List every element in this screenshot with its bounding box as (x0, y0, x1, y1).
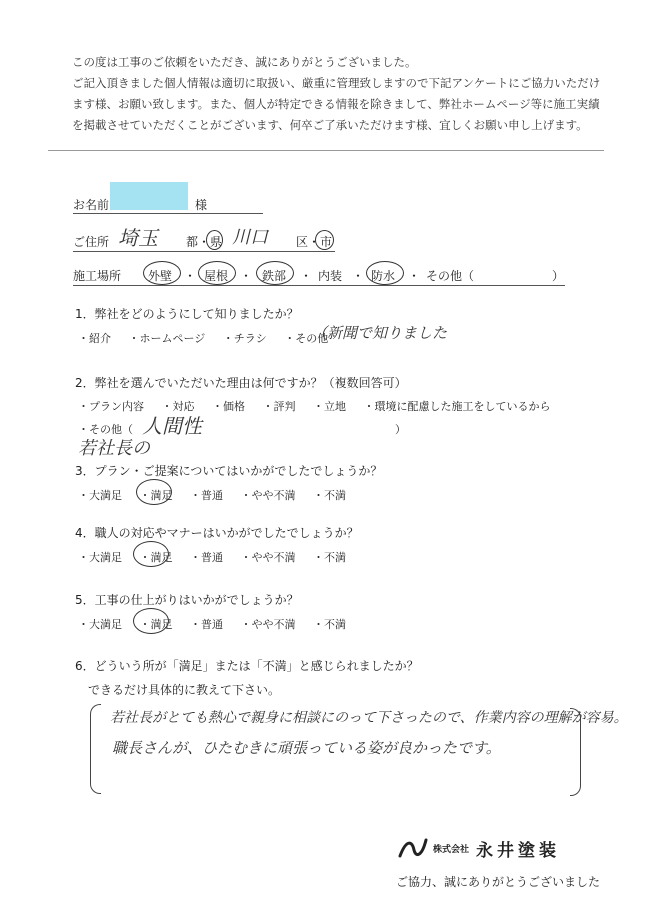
q4-option: ・普通 (190, 551, 223, 564)
intro-line: ます様、お願い致します。また、個人が特定できる情報を除きまして、弊社ホームページ等に施工実績 (72, 97, 600, 111)
company-name: 永井塗装 (476, 841, 560, 861)
q3-options (78, 487, 360, 503)
q2-handwritten-answer-2: 若社長の (78, 438, 150, 459)
location-option-waterproof: 防水 (371, 269, 396, 283)
left-bracket (90, 704, 101, 794)
location-option-steel: 鉄部 (262, 269, 287, 283)
circle-mark (143, 261, 181, 285)
q2-handwritten-answer-1: 人間性 (142, 414, 202, 438)
q3-option: ・満足 (139, 489, 173, 502)
circle-mark (133, 541, 169, 567)
name-suffix: 様 (195, 198, 208, 212)
q1-handwritten-answer: （新聞で知りました (312, 324, 448, 342)
q3-option: ・不満 (313, 489, 346, 502)
q1-option: ・紹介 (78, 332, 111, 345)
q2-option: ・プラン内容 (78, 400, 144, 413)
q4-options (78, 549, 360, 565)
intro-text (72, 52, 601, 136)
q5-options (78, 616, 360, 632)
q1-option: ・チラシ (222, 332, 267, 345)
q3-option: ・やや不満 (240, 489, 296, 502)
location-option-roof: 屋根 (204, 269, 229, 283)
address-underline (73, 251, 335, 252)
q5-option: ・やや不満 (240, 618, 296, 631)
location-option-interior: 内装 (318, 269, 343, 283)
circle-mark (366, 261, 404, 285)
q6-subtitle: できるだけ具体的に教えて下さい。 (88, 683, 281, 697)
company-logo-icon (398, 836, 428, 862)
q1-options (78, 330, 342, 346)
q4-option: ・満足 (139, 551, 173, 564)
redacted-name (110, 182, 188, 210)
q3-option: ・大満足 (78, 489, 122, 502)
q5-option: ・普通 (190, 618, 223, 631)
name-underline (73, 213, 263, 214)
q6-handwritten-answer-1: 若社長がとても熱心で親身に相談にのって下さったので、作業内容の理解が容易。 (110, 710, 628, 726)
location-option-exterior: 外壁 (148, 269, 173, 283)
q2-other-close: ） (395, 423, 406, 436)
circle-mark (256, 261, 294, 285)
q1-title: 1．弊社をどのようにして知りましたか？ (75, 307, 299, 321)
dot-separator: ・ (408, 269, 421, 283)
name-label: お名前 (73, 198, 110, 212)
location-option-close: ） (552, 269, 565, 283)
intro-line: ご記入頂きました個人情報は適切に取扱い、厳重に管理致しますので下記アンケートにご協力いただけ (72, 76, 601, 90)
q6-title: 6．どういう所が「満足」または「不満」と感じられましたか？ (75, 659, 419, 673)
q6-handwritten-answer-2: 職長さんが、ひたむきに頑張っている姿が良かったです。 (112, 739, 501, 757)
address-pref-handwriting: 埼玉 (118, 226, 158, 250)
address-to-ken: 都・県 (186, 235, 223, 249)
q4-title: 4．職人の対応やマナーはいかがでしたでしょうか？ (75, 526, 359, 540)
location-option-other: その他（ (426, 269, 475, 283)
q2-other-label: ・その他（ (78, 423, 133, 436)
q5-option: ・大満足 (78, 618, 122, 631)
q5-title: 5．工事の仕上がりはいかがでしょうか？ (75, 593, 299, 607)
address-label: ご住所 (73, 235, 110, 249)
dot-separator: ・ (184, 269, 197, 283)
q2-option: ・対応 (161, 400, 195, 413)
q4-option: ・大満足 (78, 551, 122, 564)
dot-separator: ・ (300, 269, 313, 283)
circle-mark (206, 230, 223, 250)
dot-separator: ・ (352, 269, 365, 283)
divider (48, 150, 604, 151)
dot-separator: ・ (240, 269, 253, 283)
q2-option: ・評判 (262, 400, 296, 413)
q2-option: ・環境に配慮した施工をしているから (363, 400, 551, 413)
q3-option: ・普通 (190, 489, 223, 502)
circle-mark (315, 230, 334, 250)
q2-option: ・価格 (212, 400, 245, 413)
location-label: 施工場所 (73, 269, 122, 283)
q5-option: ・満足 (139, 618, 173, 631)
q4-option: ・やや不満 (240, 551, 296, 564)
q1-option: ・その他 (284, 332, 329, 345)
q2-title: 2．弊社を選んでいただいた理由は何ですか？（複数回答可） (75, 376, 407, 390)
circle-mark (136, 479, 172, 505)
q5-option: ・不満 (313, 618, 346, 631)
address-ku-shi: 区・市 (296, 235, 333, 249)
location-underline (73, 285, 565, 286)
q3-title: 3．プラン・ご提案についてはいかがでしたでしょうか？ (75, 464, 383, 478)
q4-option: ・不満 (313, 551, 346, 564)
company-prefix: 株式会社 (433, 845, 470, 855)
circle-mark (198, 261, 236, 285)
circle-mark (133, 608, 169, 634)
footer-thanks: ご協力、誠にありがとうございました (396, 875, 601, 889)
q1-option: ・ホームページ (128, 332, 206, 345)
intro-line: この度は工事のご依頼をいただき、誠にありがとうございました。 (72, 55, 417, 69)
intro-line: を掲載させていただくことがございます、何卒ご了承いただけます様、宜しくお願い申し上げます。 (72, 118, 588, 132)
q2-option: ・立地 (313, 400, 346, 413)
address-city-handwriting: 川口 (232, 227, 268, 248)
